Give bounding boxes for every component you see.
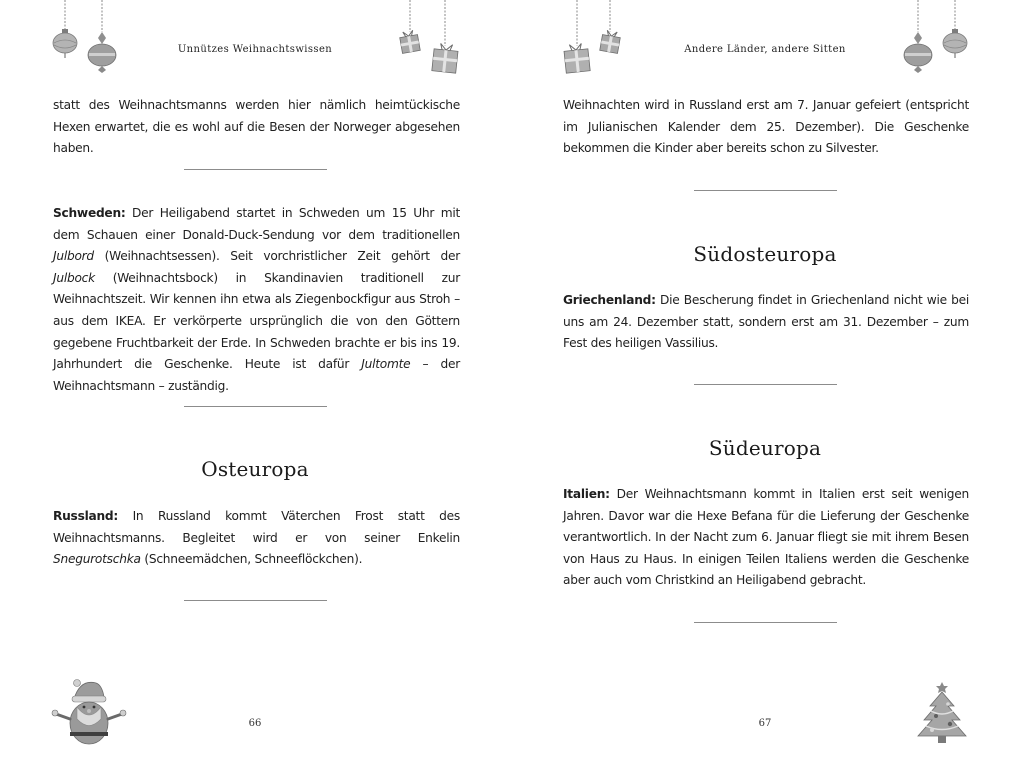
country-label: Griechenland: <box>563 293 656 307</box>
section-heading: Südeuropa <box>708 436 822 460</box>
italic-term: Snegurotschka <box>53 552 141 567</box>
country-label: Schweden: <box>53 206 126 220</box>
section-divider <box>694 384 837 385</box>
section-heading: Südosteuropa <box>693 242 837 266</box>
italic-term: Jultomte <box>361 357 411 372</box>
santa-icon <box>50 677 130 745</box>
country-label: Russland: <box>53 509 118 523</box>
sweden-paragraph: Schweden: Der Heiligabend startet in Schweden um 15 Uhr mit dem Schauen einer Donald-Duck-Sendung vor dem traditionellen Julbord (Weihnachtsessen). Seit vorchristlicher Zeit gehört der Julbock (Weihnachtsbock) in Skandinavien traditionell zur Weihnachtszeit. Wir kennen ihn etwa als Ziegenbockfigur aus Stroh – aus dem IKEA. Er verkörperte ursprünglich die von den Göttern gegebene Fruchtbarkeit der Erde. In Schweden brachte er bis ins 19. Jahrhundert die Geschenke. Heute ist dafür Jultomte – der Weihnachtsmann – zuständig. <box>53 206 460 393</box>
section-divider <box>694 190 837 191</box>
christmas-tree-icon <box>914 680 970 746</box>
hanging-gift-icon <box>562 0 592 76</box>
section-divider <box>184 406 327 407</box>
intro-paragraph: statt des Weihnachtsmanns werden hier nämlich heimtückische Hexen erwartet, die es wohl auf die Besen der Norweger abgesehen haben. <box>53 98 460 156</box>
right-page <box>510 0 1020 763</box>
section-divider <box>184 600 327 601</box>
running-head: Unnützes Weihnachtswissen <box>177 44 333 55</box>
italic-term: Julbord <box>53 249 94 264</box>
running-head: Andere Länder, andere Sitten <box>684 44 846 55</box>
russia-paragraph: Russland: In Russland kommt Väterchen Frost statt des Weihnachtsmanns. Begleitet wird er von seiner Enkelin Snegurotschka (Schneemädchen, Schneeflöckchen). <box>53 509 460 567</box>
section-divider <box>184 169 327 170</box>
hanging-gift-icon <box>430 0 460 76</box>
italic-term: Julbock <box>53 270 95 285</box>
intro-paragraph: Weihnachten wird in Russland erst am 7. Januar gefeiert (entspricht im Julianischen Kalender dem 25. Dezember). Die Geschenke bekommen die Kinder aber bereits schon zu Silvester. <box>563 98 969 156</box>
hanging-bauble-icon <box>86 0 118 74</box>
page-number: 67 <box>758 718 772 729</box>
section-heading: Osteuropa <box>201 457 309 481</box>
page-number: 66 <box>248 718 262 729</box>
greece-paragraph: Griechenland: Die Bescherung findet in Griechenland nicht wie bei uns am 24. Dezember statt, sondern erst am 31. Dezember – zum Fest des heiligen Vassilius. <box>563 293 969 351</box>
hanging-bauble-icon <box>902 0 934 74</box>
italy-paragraph: Italien: Der Weihnachtsmann kommt in Italien erst seit wenigen Jahren. Davor war die Hexe Befana für die Lieferung der Geschenke verantwortlich. In der Nacht zum 6. Januar fliegt sie mit ihrem Besen von Haus zu Haus. In einigen Teilen Italiens werden die Geschenke aber auch vom Christkind an Heiligabend gebracht. <box>563 487 969 588</box>
section-divider <box>694 622 837 623</box>
country-label: Italien: <box>563 487 610 501</box>
